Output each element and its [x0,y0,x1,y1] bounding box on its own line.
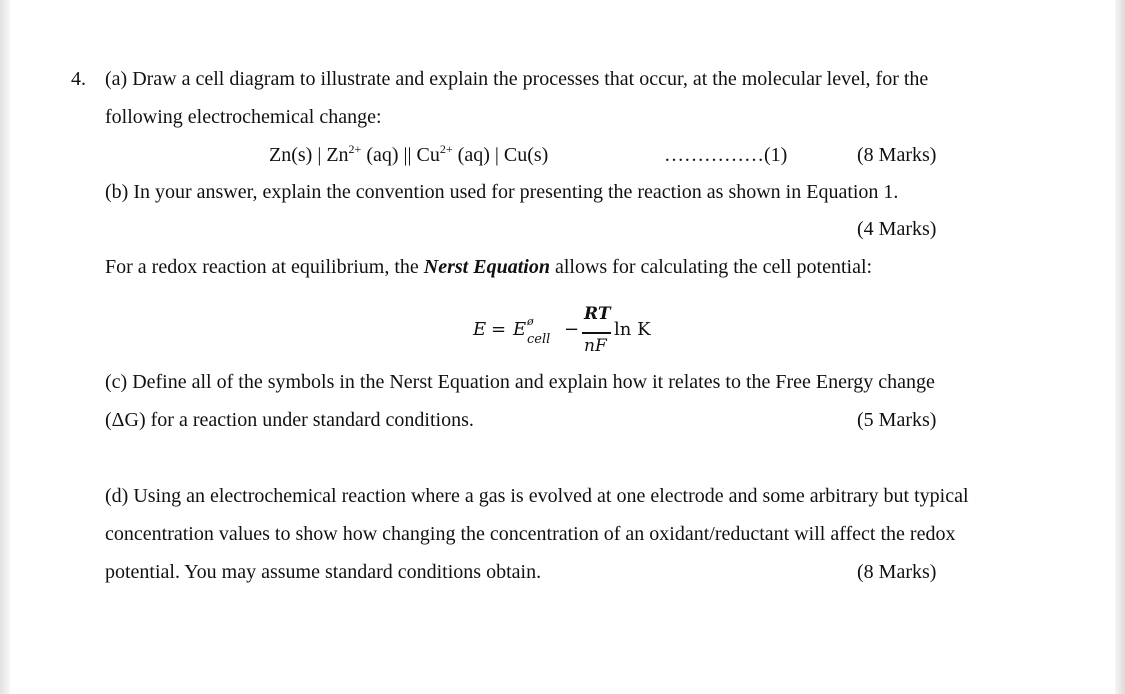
formula-numerator: RT [584,304,611,324]
nernst-formula [473,305,673,361]
formula-lhs: E [473,319,487,340]
formula-standard-superscript: ø [527,315,534,328]
formula-fraction-bar [582,332,611,334]
formula-ln-term: ln K [614,319,651,340]
part-c-marks: (5 Marks) [857,409,937,431]
equation-reference: ……………(1) [664,144,788,166]
part-b-line-1: (b) In your answer, explain the convention used for presenting the reaction as shown in Equation 1. [105,181,899,203]
part-a-line-1: (a) Draw a cell diagram to illustrate and explain the processes that occur, at the molecular level, for the [105,68,929,90]
equation-end: (aq) | Cu(s) [452,144,549,166]
question-number: 4. [71,68,86,90]
formula-denominator: nF [584,336,607,356]
part-a-marks: (8 Marks) [857,144,937,166]
cu-charge: 2+ [439,142,453,156]
page-edge-left [0,0,10,694]
cell-notation-equation [269,143,548,167]
equation-middle: (aq) || Cu [361,144,440,166]
zn-charge: 2+ [348,142,362,156]
part-d-marks: (8 Marks) [857,561,937,583]
part-d-line-1: (d) Using an electrochemical reaction where a gas is evolved at one electrode and some arbitrary but typical [105,485,969,507]
nernst-intro [105,255,872,279]
nernst-equation-term: Nerst Equation [423,256,550,278]
equation-zn: Zn(s) | Zn [269,144,349,166]
part-d-line-2: concentration values to show how changing the concentration of an oxidant/reductant will affect the redox [105,523,956,545]
part-d-line-3: potential. You may assume standard conditions obtain. [105,561,542,583]
nernst-intro-after: allows for calculating the cell potential: [549,256,873,278]
part-a-line-2: following electrochemical change: [105,106,382,128]
nernst-intro-before: For a redox reaction at equilibrium, the [105,256,424,278]
part-c-line-1: (c) Define all of the symbols in the Nerst Equation and explain how it relates to the Free Energy change [105,371,935,393]
formula-cell-subscript: cell [527,332,551,347]
page-edge-right [1115,0,1125,694]
formula-equals: = [491,319,507,340]
formula-e-standard: E [513,319,527,340]
part-c-line-2: (ΔG) for a reaction under standard conditions. [105,409,474,431]
part-b-marks: (4 Marks) [857,218,937,240]
formula-minus: − [564,319,580,340]
